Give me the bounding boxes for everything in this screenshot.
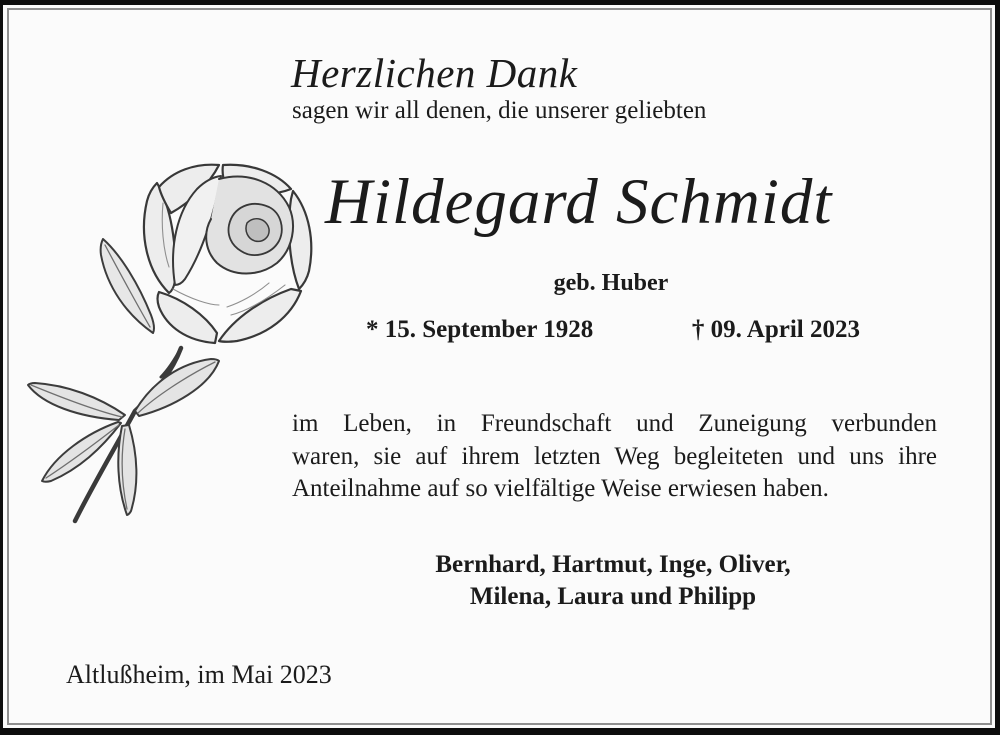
maiden-name: geb. Huber: [553, 270, 669, 296]
death-date: † 09. April 2023: [691, 316, 860, 343]
family-names-line-1: Bernhard, Hartmut, Inge, Oliver,: [435, 551, 791, 578]
life-dates-row: [366, 316, 860, 344]
rose-sketch-icon: [23, 163, 323, 528]
condolence-text: [292, 408, 937, 506]
birth-date: * 15. September 1928: [366, 316, 594, 343]
condolence-text-line-3: Anteilnahme auf so vielfältige Weise erwiesen haben.: [292, 475, 829, 502]
condolence-text-line-1: im Leben, in Freundschaft und Zuneigung verbunden: [292, 410, 937, 437]
condolence-text-line-2: waren, sie auf ihrem letzten Weg begleiteten und uns ihre: [292, 442, 937, 470]
thanks-headline: Herzlichen Dank: [291, 50, 578, 96]
thanks-subline: sagen wir all denen, die unserer geliebten: [292, 97, 707, 124]
place-date-line: Altlußheim, im Mai 2023: [66, 660, 332, 689]
deceased-name: Hildegard Schmidt: [325, 166, 833, 238]
family-names-line-2: Milena, Laura und Philipp: [469, 583, 757, 610]
family-names: [383, 549, 843, 613]
